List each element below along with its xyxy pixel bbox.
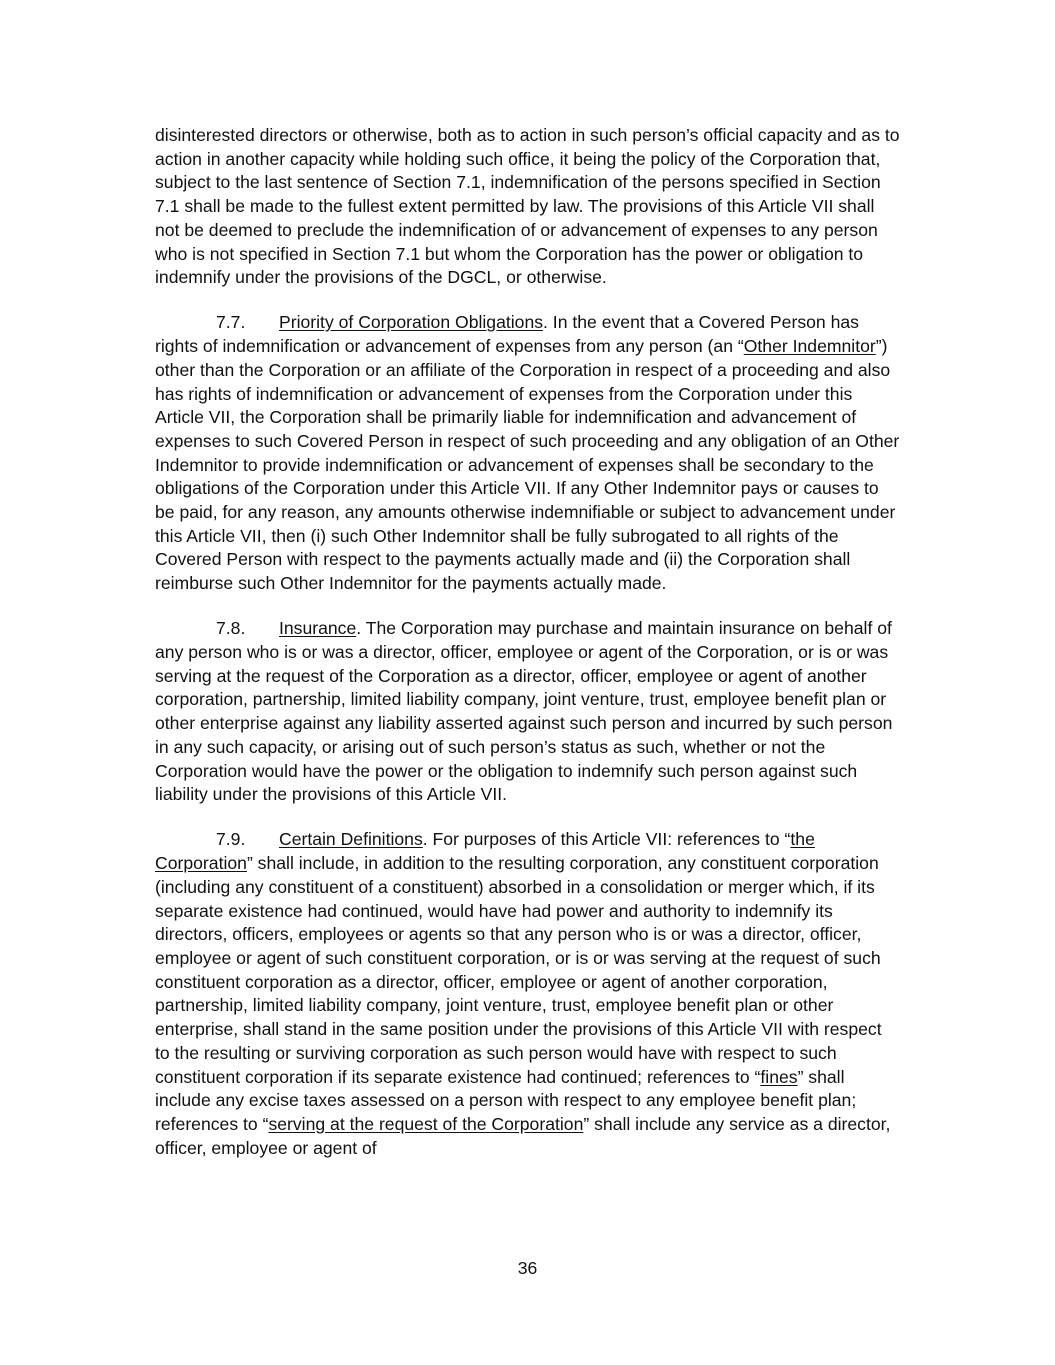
section-text: ”) other than the Corporation or an affiliate of the Corporation in respect of a proceeding and also has rights of indemnification or advancement of expenses from the Corporation under this Article VII, the Corporation shall be primarily liable for indemnification and advancement of expenses to such Covered Person in respect of such proceeding and any obligation of an Other Indemnitor to provide indemnification or advancement of expenses shall be secondary to the obligations of the Corporation under this Article VII. If any Other Indemnitor pays or causes to be paid, for any reason, any amounts otherwise indemnifiable or subject to advancement under this Article VII, then (i) such Other Indemnitor shall be fully subrogated to all rights of the Covered Person with respect to the payments actually made and (ii) the Corporation shall reimburse such Other Indemnitor for the payments actually made. (155, 336, 900, 594)
section-number: 7.7. (216, 312, 246, 333)
defined-term: fines (760, 1066, 798, 1087)
section-number: 7.8. (216, 618, 246, 639)
defined-term: Other Indemnitor (743, 336, 876, 357)
section-text: ” shall include, in addition to the resulting corporation, any constituent corporation (including any constituent of a constituent) absorbed in a consolidation or merger which, if its separate existence had continued, would have had power and authority to indemnify its directors, officers, employees or agents so that any person who is or was a director, officer, employee or agent of such constituent corporation, or is or was serving at the request of such constituent corporation as a director, officer, employee or agent of another corporation, partnership, limited liability company, joint venture, trust, employee benefit plan or other enterprise, shall stand in the same position under the provisions of this Article VII with respect to the resulting or surviving corporation as such person would have with respect to such constituent corporation if its separate existence had continued; references to “ (155, 853, 882, 1087)
defined-term: serving at the request of the Corporation (268, 1113, 584, 1134)
document-page (155, 124, 900, 1160)
section-heading: Certain Definitions (279, 829, 423, 850)
section-text: ” shall include any service as a director, officer, employee or agent of (155, 1113, 891, 1158)
section-text: . In the event that a Covered Person has rights of indemnification or advancement of expenses from any person (an “ (155, 312, 859, 357)
section-text: . The Corporation may purchase and maintain insurance on behalf of any person who is or was a director, officer, employee or agent of the Corporation, or is or was serving at the request of the Corporation as a director, officer, employee or agent of another corporation, partnership, limited liability company, joint venture, trust, employee benefit plan or other enterprise against any liability asserted against such person and incurred by such person in any such capacity, or arising out of such person’s status as such, whether or not the Corporation would have the power or the obligation to indemnify such person against such liability under the provisions of this Article VII. (155, 618, 893, 805)
section-7-9 (155, 828, 900, 1160)
section-text: ” shall include any excise taxes assessed on a person with respect to any employee benefit plan; references to “ (155, 1066, 857, 1134)
section-number: 7.9. (216, 829, 246, 850)
section-7-7 (155, 311, 900, 595)
section-heading: Insurance (279, 618, 357, 639)
section-heading: Priority of Corporation Obligations (279, 312, 544, 333)
section-text: . For purposes of this Article VII: references to “ (422, 829, 791, 850)
defined-term: the Corporation (155, 829, 815, 874)
continuation-paragraph (155, 124, 900, 290)
page-number: 36 (517, 1258, 538, 1278)
paragraph-text: disinterested directors or otherwise, both as to action in such person’s official capacity and as to action in another capacity while holding such office, it being the policy of the Corporation that, subject to the last sentence of Section 7.1, indemnification of the persons specified in Section 7.1 shall be made to the fullest extent permitted by law. The provisions of this Article VII shall not be deemed to preclude the indemnification of or advancement of expenses to any person who is not specified in Section 7.1 but whom the Corporation has the power or obligation to indemnify under the provisions of the DGCL, or otherwise. (155, 125, 900, 288)
section-7-8 (155, 617, 900, 807)
